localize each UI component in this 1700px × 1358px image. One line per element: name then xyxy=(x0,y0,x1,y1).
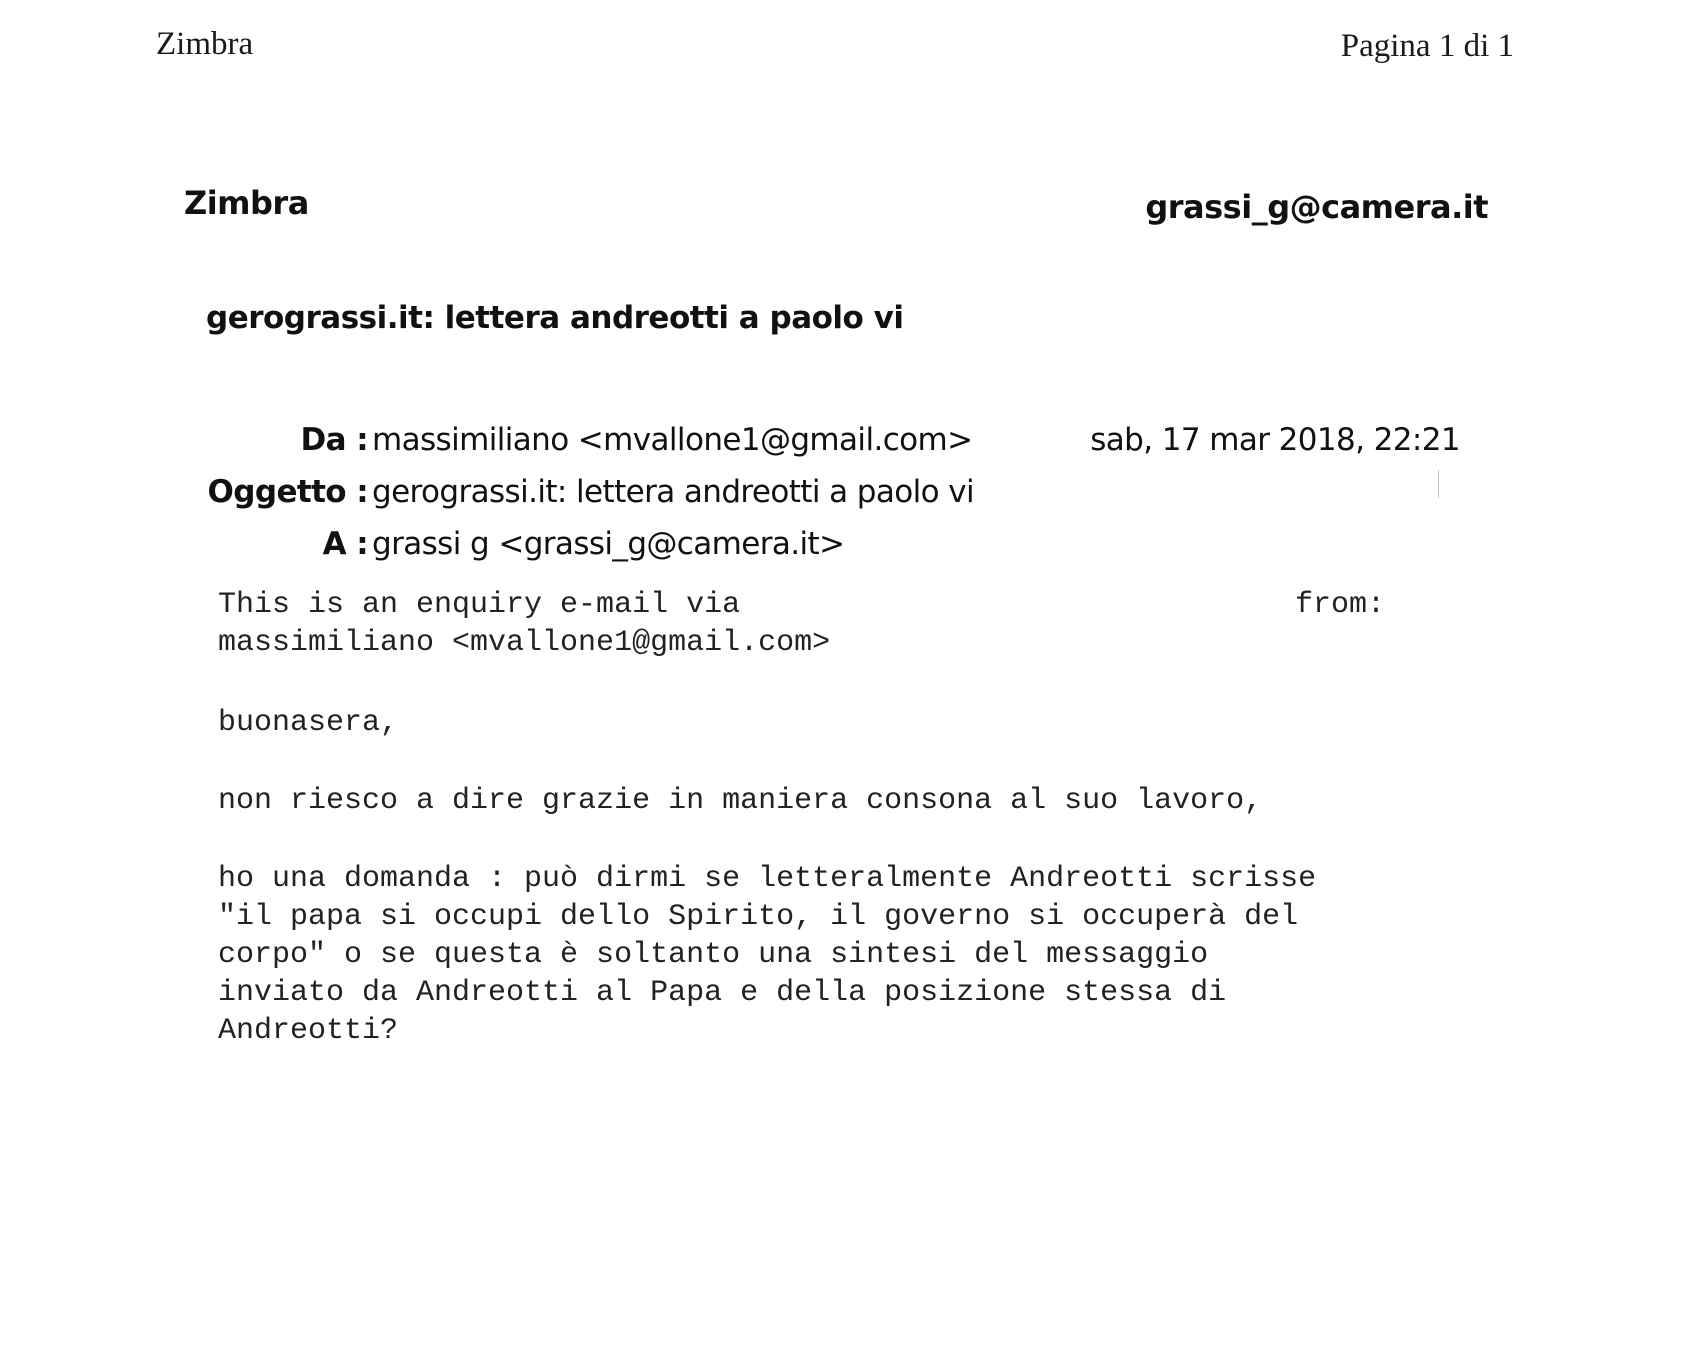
body-paragraph-2-line-4: inviato da Andreotti al Papa e della posizione stessa di xyxy=(218,976,1227,1010)
app-logo-text: Zimbra xyxy=(184,184,309,222)
body-paragraph-2-line-2: "il papa si occupi dello Spirito, il governo si occuperà del xyxy=(218,900,1299,934)
body-paragraph-2-line-3: corpo" o se questa è soltanto una sintesi del messaggio xyxy=(218,938,1209,972)
from-value[interactable]: massimiliano <mvallone1@gmail.com> xyxy=(372,422,973,458)
body-line-intro-from: from: xyxy=(1295,588,1386,622)
message-title: gerograssi.it: lettera andreotti a paolo vi xyxy=(206,300,904,336)
subject-value: gerograssi.it: lettera andreotti a paolo vi xyxy=(372,474,974,510)
from-label: Da : xyxy=(300,422,368,458)
message-date: sab, 17 mar 2018, 22:21 xyxy=(1090,422,1460,458)
subject-label: Oggetto : xyxy=(207,474,368,510)
print-header-page-number: Pagina 1 di 1 xyxy=(1340,28,1514,64)
to-value[interactable]: grassi g <grassi_g@camera.it> xyxy=(372,526,845,562)
body-paragraph-1: non riesco a dire grazie in maniera consona al suo lavoro, xyxy=(218,784,1263,818)
header-row-to xyxy=(0,526,1000,570)
body-greeting: buonasera, xyxy=(218,706,399,740)
header-row-from xyxy=(0,422,1000,466)
body-paragraph-2-line-1: ho una domanda : può dirmi se letteralmente Andreotti scrisse xyxy=(218,862,1317,896)
body-line-intro: This is an enquiry e-mail via xyxy=(218,588,741,622)
body-paragraph-2-line-5: Andreotti? xyxy=(218,1014,399,1048)
to-label: A : xyxy=(322,526,368,562)
account-email: grassi_g@camera.it xyxy=(1145,188,1488,226)
scan-artifact xyxy=(1438,470,1439,498)
body-line-sender: massimiliano <mvallone1@gmail.com> xyxy=(218,626,831,660)
print-header-app-name: Zimbra xyxy=(156,26,254,62)
header-row-subject xyxy=(0,474,1000,518)
